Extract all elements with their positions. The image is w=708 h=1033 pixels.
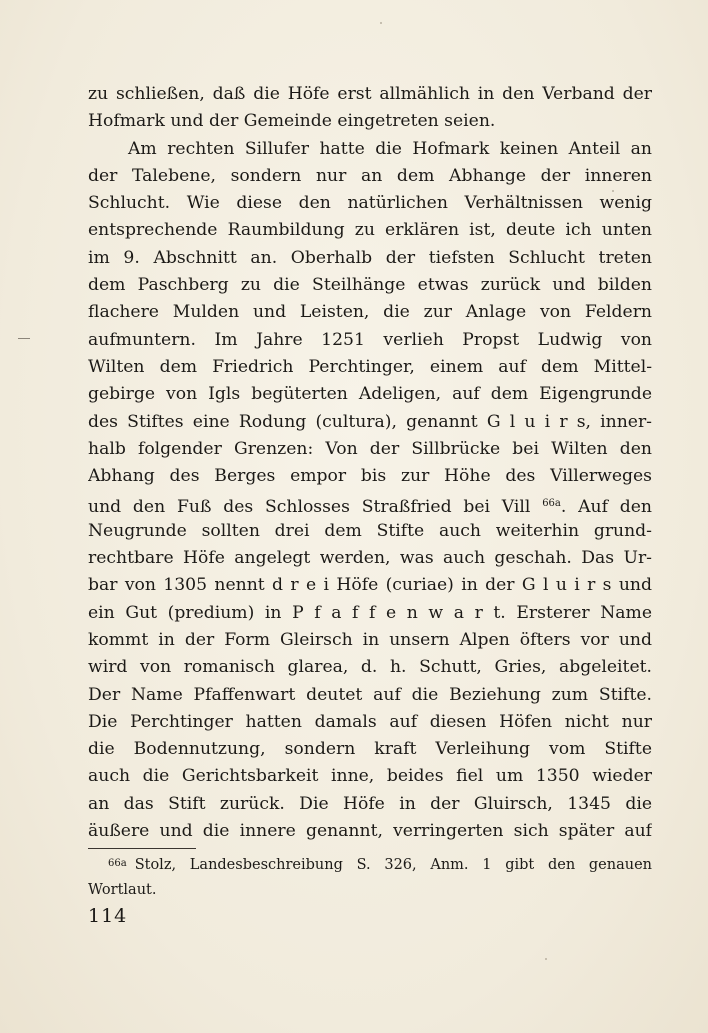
text-line: Abhang des Berges empor bis zur Höhe des Villerweges	[88, 466, 652, 487]
text-line: des Stiftes eine Rodung (cultura), genannt G l u i r s, inner-	[88, 411, 652, 432]
footnote-line: Wortlaut.	[88, 881, 157, 898]
footnote-line	[88, 852, 652, 878]
text-line: kommt in der Form Gleirsch in unsern Alpen öfters vor und	[88, 629, 652, 650]
text-line: halb folgender Grenzen: Von der Sillbrücke bei Wilten den	[88, 438, 652, 459]
text-line: Schlucht. Wie diese den natürlichen Verhältnissen wenig	[88, 193, 652, 214]
footnote	[88, 852, 652, 902]
text-line: wird von romanisch glarea, d. h. Schutt, Gries, abgeleitet.	[88, 657, 652, 678]
text-line: zu schließen, daß die Höfe erst allmählich in den Verband der	[88, 84, 652, 104]
text-line: im 9. Abschnitt an. Oberhalb der tiefsten Schlucht treten	[88, 247, 652, 268]
text-line: gebirge von Igls begüterten Adeligen, auf dem Eigengrunde	[88, 384, 652, 405]
text-line: entsprechende Raumbildung zu erklären ist, deute ich unten	[88, 220, 652, 241]
text-line: ein Gut (predium) in P f a f f e n w a r t. Ersterer Name	[88, 602, 652, 623]
text-line: Der Name Pfaffenwart deutet auf die Beziehung zum Stifte.	[88, 684, 652, 705]
paper-speck	[545, 958, 547, 960]
text-line: bar von 1305 nennt d r e i Höfe (curiae) in der G l u i r s und	[88, 575, 652, 596]
text-line: Neugrunde sollten drei dem Stifte auch weiterhin grund-	[88, 520, 652, 541]
text-line: auch die Gerichtsbarkeit inne, beides fiel um 1350 wieder	[88, 766, 652, 787]
footnote-divider	[88, 848, 196, 849]
footnote-reference: 66a	[542, 498, 561, 510]
page-number: 114	[88, 905, 128, 927]
text-line: dem Paschberg zu die Steilhänge etwas zurück und bilden	[88, 275, 652, 296]
margin-mark	[18, 338, 30, 339]
text-line: Hofmark und der Gemeinde eingetreten seien.	[88, 111, 496, 132]
text-segment: und den Fuß des Schlosses Straßfried bei Vill	[88, 497, 531, 518]
text-line: der Talebene, sondern nur an dem Abhange der inneren	[88, 165, 652, 186]
paper-speck	[380, 22, 382, 24]
text-line: Die Perchtinger hatten damals auf diesen Höfen nicht nur	[88, 711, 652, 732]
text-line: flachere Mulden und Leisten, die zur Anlage von Feldern	[88, 302, 652, 323]
text-line: Wilten dem Friedrich Perchtinger, einem auf dem Mittel-	[88, 356, 652, 377]
body-text	[88, 81, 652, 845]
text-line: äußere und die innere genannt, verringerten sich später auf	[88, 821, 652, 842]
text-line-with-footnote-ref	[88, 490, 652, 517]
text-segment: . Auf den	[560, 497, 652, 518]
text-line: an das Stift zurück. Die Höfe in der Gluirsch, 1345 die	[88, 793, 652, 814]
text-line: aufmuntern. Im Jahre 1251 verlieh Propst Ludwig von	[88, 329, 652, 350]
text-line: die Bodennutzung, sondern kraft Verleihung vom Stifte	[88, 739, 652, 760]
footnote-marker: 66a	[108, 858, 127, 869]
footnote-text: Stolz, Landesbeschreibung S. 326, Anm. 1 gibt den genauen	[134, 857, 652, 873]
text-line: rechtbare Höfe angelegt werden, was auch geschah. Das Ur-	[88, 548, 652, 569]
text-line: Am rechten Sillufer hatte die Hofmark keinen Anteil an	[128, 138, 652, 159]
